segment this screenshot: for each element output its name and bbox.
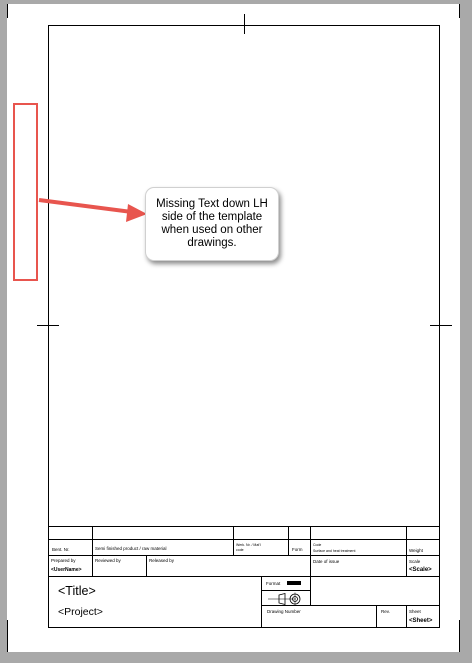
project-value: <Project> (58, 606, 103, 618)
material-cell (233, 539, 289, 556)
surface-label: Code (313, 543, 322, 547)
tb-header-2 (92, 526, 234, 540)
material-label: Werk. Nr. / Mat'l code (236, 543, 261, 552)
reviewed-by-cell (92, 555, 147, 577)
center-mark-top (244, 14, 245, 34)
callout-text: Missing Text down LH side of the template when used on other drawings. (156, 198, 268, 249)
tb-header-5 (310, 526, 407, 540)
tb-header-3 (233, 526, 289, 540)
corner-mark-bottom-left (7, 620, 8, 652)
tb-header-1 (48, 526, 93, 540)
drawing-number-cell (261, 605, 377, 628)
projection-cell (261, 590, 311, 606)
center-mark-right (430, 325, 452, 326)
prepared-by-label: Prepared by (51, 558, 76, 563)
title-cell (48, 576, 262, 628)
reviewed-by-label: Reviewed by (95, 558, 121, 563)
released-by-label: Released by (149, 558, 175, 563)
date-of-issue-cell (310, 555, 407, 577)
title-value: <Title> (58, 584, 96, 598)
form-label: Form (292, 547, 303, 552)
sheet-cell (406, 605, 440, 628)
weight-cell (406, 539, 440, 556)
date-of-issue-label: Date of issue (313, 559, 340, 564)
part-no-cell (48, 539, 93, 556)
corner-mark-top-right (459, 4, 460, 18)
sheet-label: Sheet (409, 609, 421, 614)
annotation-callout (145, 187, 279, 261)
semi-finished-cell (92, 539, 234, 556)
prepared-by-value: <UserName> (51, 567, 82, 573)
scale-cell (406, 555, 440, 577)
tb-header-6 (406, 526, 440, 540)
weight-label: Weight (409, 548, 423, 553)
right-upper-cell (310, 576, 440, 606)
released-by-cell (146, 555, 311, 577)
rev-cell (376, 605, 407, 628)
part-no-label: Bent. Nr. (52, 547, 70, 552)
format-label: Format (266, 581, 281, 586)
projection-symbol-icon (268, 592, 308, 606)
rev-label: Rev. (381, 609, 390, 614)
center-mark-left (37, 325, 59, 326)
surface-cell (310, 539, 407, 556)
surface-sub-label: Surface and heat treatment (313, 549, 356, 553)
semi-finished-label: Semi finished product / raw material (95, 546, 167, 551)
prepared-by-cell (48, 555, 93, 577)
title-block (48, 526, 440, 628)
corner-mark-bottom-right (459, 620, 460, 652)
scale-label: Scale (409, 559, 421, 564)
highlight-box (13, 103, 38, 281)
scale-value: <Scale> (409, 567, 432, 573)
sheet-value: <Sheet> (409, 618, 433, 624)
form-cell (288, 539, 311, 556)
format-swatch (287, 581, 301, 585)
format-cell (261, 576, 311, 591)
corner-mark-top-left (7, 4, 8, 18)
tb-header-4 (288, 526, 311, 540)
drawing-number-label: Drawing Number (267, 609, 301, 614)
